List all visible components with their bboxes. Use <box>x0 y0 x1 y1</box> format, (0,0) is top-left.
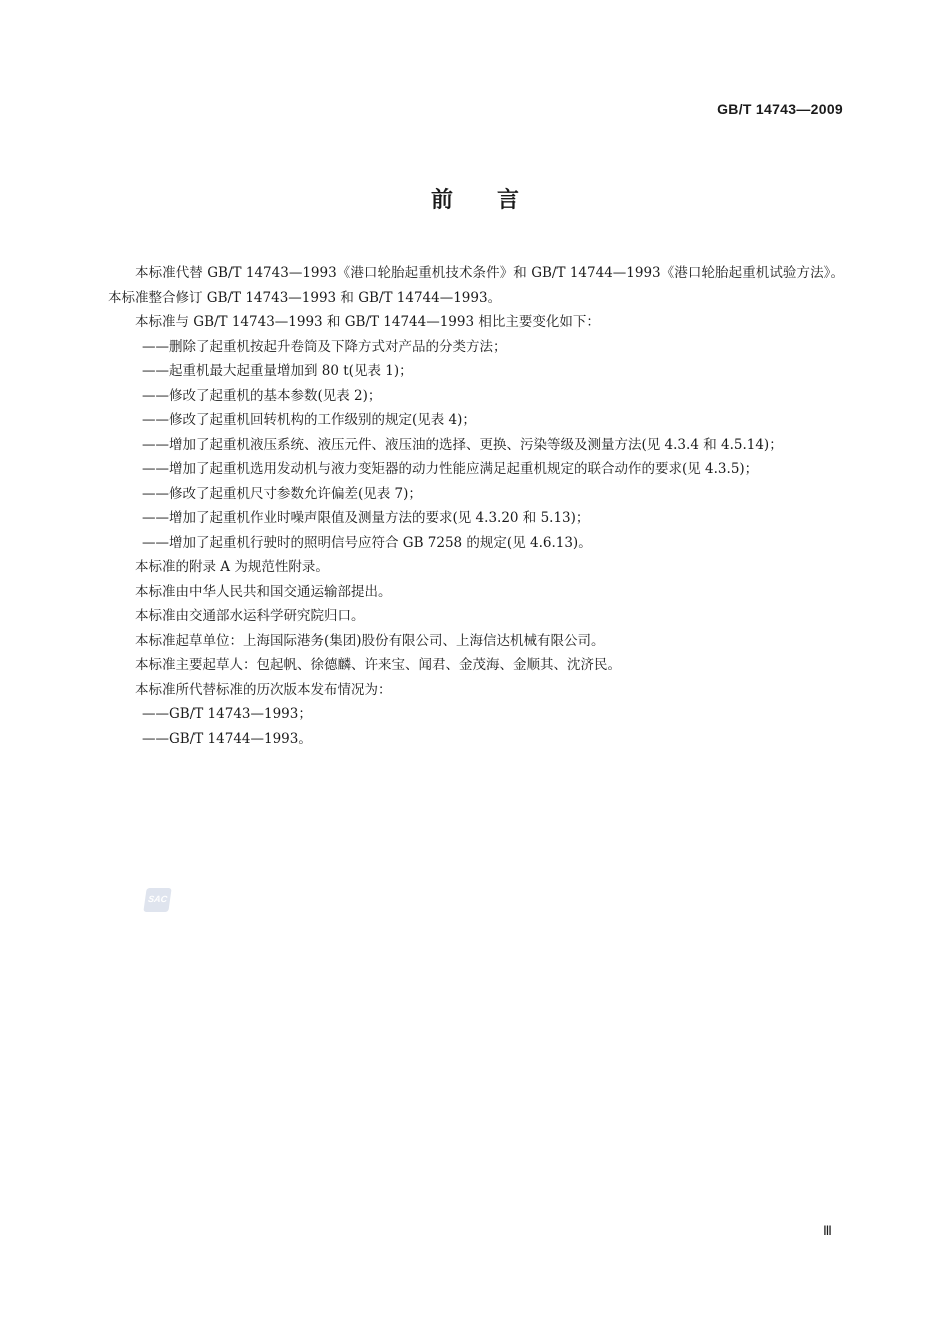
changes-intro-paragraph: 本标准与 GB/T 14743—1993 和 GB/T 14744—1993 相比主要变化如下： <box>135 314 600 330</box>
change-item: ——修改了起重机尺寸参数允许偏差(见表 7)； <box>142 485 422 502</box>
change-item: ——修改了起重机回转机构的工作级别的规定(见表 4)； <box>142 412 476 428</box>
change-item: ——增加了起重机行驶时的照明信号应符合 GB 7258 的规定(见 4.6.13)。 <box>142 534 592 551</box>
standard-number-header: GB/T 14743—2009 <box>717 101 843 117</box>
change-item: ——增加了起重机作业时噪声限值及测量方法的要求(见 4.3.20 和 5.13)； <box>142 510 590 526</box>
page-number: Ⅲ <box>823 1223 832 1238</box>
change-item: ——起重机最大起重量增加到 80 t(见表 1)； <box>142 363 413 379</box>
previous-edition-item: ——GB/T 14743—1993； <box>142 706 312 722</box>
change-item: ——增加了起重机液压系统、液压元件、液压油的选择、更换、污染等级及测量方法(见 4.3.4 和 4.5.14)； <box>142 436 783 453</box>
foreword-body <box>108 261 844 751</box>
change-item: ——删除了起重机按起升卷筒及下降方式对产品的分类方法； <box>142 338 507 355</box>
sac-logo-icon <box>143 888 171 912</box>
statement-paragraph: 本标准起草单位：上海国际港务(集团)股份有限公司、上海信达机械有限公司。 <box>135 632 605 649</box>
page-title: 前言 <box>430 188 563 213</box>
previous-edition-item: ——GB/T 14744—1993。 <box>142 730 312 747</box>
statement-paragraph: 本标准由中华人民共和国交通运输部提出。 <box>135 583 392 600</box>
statement-paragraph: 本标准的附录 A 为规范性附录。 <box>135 559 329 575</box>
sac-logo-text: SAC <box>147 894 168 904</box>
statement-paragraph: 本标准所代替标准的历次版本发布情况为： <box>135 681 392 698</box>
statement-paragraph: 本标准主要起草人：包起帆、徐德麟、许来宝、闻君、金茂海、金顺其、沈济民。 <box>135 657 621 673</box>
statement-paragraph: 本标准由交通部水运科学研究院归口。 <box>135 608 365 624</box>
change-item: ——增加了起重机选用发动机与液力变矩器的动力性能应满足起重机规定的联合动作的要求(见 4.3.5)； <box>142 461 759 477</box>
intro-paragraph: 本标准代替 GB/T 14743—1993《港口轮胎起重机技术条件》和 GB/T 14744—1993《港口轮胎起重机试验方法》。本标准整合修订 GB/T 14743—1993 和 GB/T 14744—1993。 <box>108 265 844 306</box>
change-item: ——修改了起重机的基本参数(见表 2)； <box>142 387 382 404</box>
